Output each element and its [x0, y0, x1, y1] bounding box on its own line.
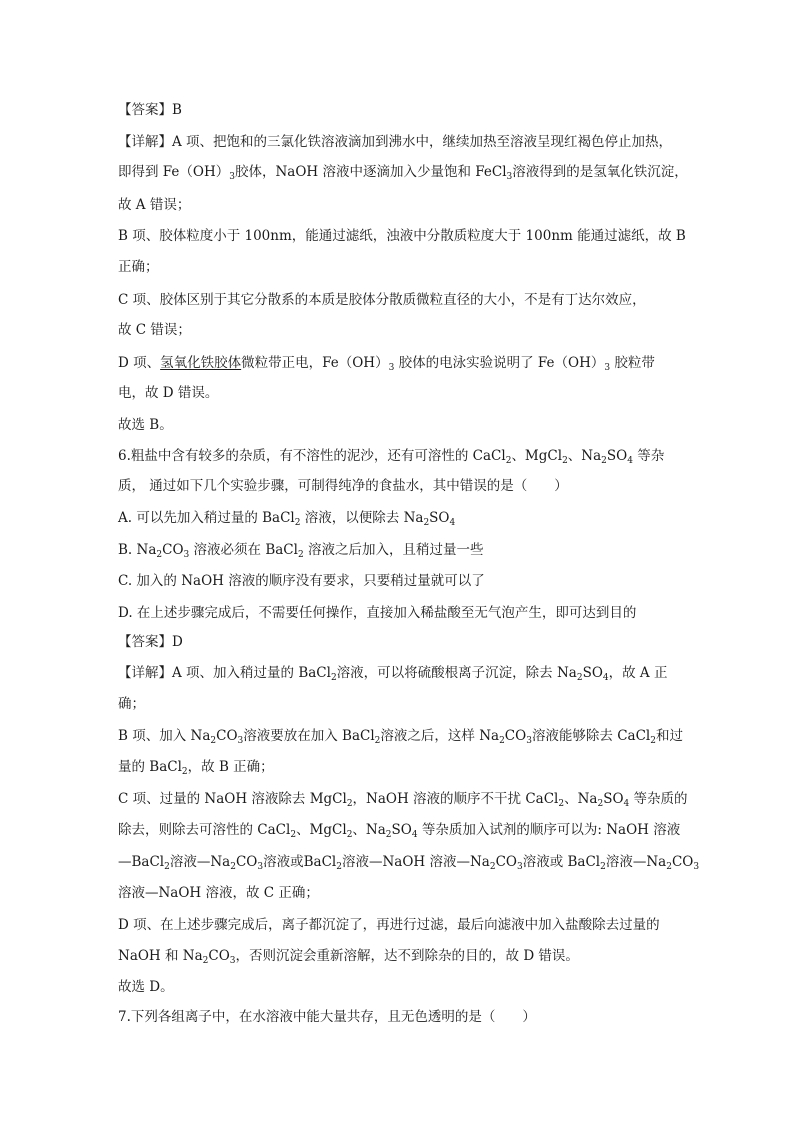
- q6-detail-line: 除去，则除去可溶性的 CaCl$_2$、MgCl$_2$、$Na_2SO_4$ 等杂质加入试剂的顺序可以为: NaOH 溶液: [118, 822, 681, 840]
- q5-detail-line: B 项、胶体粒度小于 100nm，能通过滤纸，浊液中分散质粒度大于 100nm 能通过滤纸，故 B: [118, 228, 686, 244]
- q5-detail-line: C 项、胶体区别于其它分散系的本质是胶体分散质微粒直径的大小，不是有丁达尔效应，: [118, 292, 646, 308]
- q6-detail-line: 溶液—NaOH 溶液，故 C 正确；: [118, 885, 319, 901]
- q6-conclusion: 故选 D。: [118, 979, 174, 995]
- q5-answer: 【答案】B: [118, 102, 182, 118]
- q6-detail-line: B 项、加入 $Na_2CO_3$溶液要放在加入 BaCl$_2$溶液之后，这样 $Na_2CO_3$溶液能够除去 CaCl$_2$和过: [118, 728, 683, 746]
- q6-detail-line: D 项、在上述步骤完成后，离子都沉淀了，再进行过滤，最后向滤液中加入盐酸除去过量的: [118, 917, 660, 933]
- q6-detail-line: 【详解】A 项、加入稍过量的 BaCl$_2$溶液，可以将硫酸根离子沉淀，除去 $Na_2SO_4$，故 A 正: [118, 665, 668, 683]
- q6-stem-line: 质， 通过如下几个实验步骤，可制得纯净的食盐水，其中错误的是（ ）: [118, 478, 568, 494]
- q5-detail-line: 【详解】A 项、把饱和的三氯化铁溶液滴加到沸水中，继续加热至溶液呈现红褐色停止加热，: [118, 134, 673, 150]
- q6-option: B. $Na_2CO_3$ 溶液必须在 BaCl$_2$ 溶液之后加入，且稍过量一些: [118, 542, 484, 560]
- q5-detail-line: 正确；: [118, 259, 159, 275]
- q6-detail-line: 量的 BaCl$_2$，故 B 正确；: [118, 759, 274, 777]
- q5-detail-line: 故 C 错误；: [118, 322, 191, 338]
- q6-option: C. 加入的 NaOH 溶液的顺序没有要求，只要稍过量就可以了: [118, 573, 485, 589]
- q5-detail-line: 电，故 D 错误。: [118, 385, 219, 401]
- q6-detail-line: NaOH 和 $Na_2CO_3$，否则沉淀会重新溶解，达不到除杂的目的，故 D 错误。: [118, 948, 579, 966]
- q5-conclusion: 故选 B。: [118, 417, 173, 433]
- q5-detail-line: 即得到 $Fe(OH)_3$胶体，NaOH 溶液中逐滴加入少量饱和 FeCl$_3$溶液得到的是氢氧化铁沉淀，: [118, 164, 688, 182]
- q6-detail-line: —BaCl$_2$溶液$—Na_2CO_3$溶液或BaCl$_2$溶液—NaOH 溶液$—Na_2CO_3$溶液或 BaCl$_2$溶液$—Na_2CO_3$: [118, 854, 700, 872]
- q6-option: A. 可以先加入稍过量的 BaCl$_2$ 溶液，以便除去 $Na_2SO_4$: [118, 510, 456, 528]
- q6-detail-line: C 项、过量的 NaOH 溶液除去 MgCl$_2$，NaOH 溶液的顺序不干扰 CaCl$_2$、$Na_2SO_4$ 等杂质的: [118, 791, 688, 809]
- q6-answer: 【答案】D: [118, 634, 183, 650]
- q5-detail-line: D 项、氢氧化铁胶体微粒带正电，$Fe(OH)_3$ 胶体的电泳实验说明了 $Fe(OH)_3$ 胶粒带: [118, 355, 655, 373]
- q5-detail-line: 故 A 错误；: [118, 197, 191, 213]
- q6-option: D. 在上述步骤完成后，不需要任何操作，直接加入稀盐酸至无气泡产生，即可达到目的: [118, 605, 637, 621]
- q6-stem-line: 6.粗盐中含有较多的杂质，有不溶性的泥沙，还有可溶性的 CaCl$_2$、MgCl$_2$、$Na_2SO_4$ 等杂: [118, 448, 665, 466]
- q6-detail-line: 确；: [118, 696, 145, 712]
- q7-stem: 7.下列各组离子中，在水溶液中能大量共存，且无色透明的是（ ）: [118, 1009, 536, 1025]
